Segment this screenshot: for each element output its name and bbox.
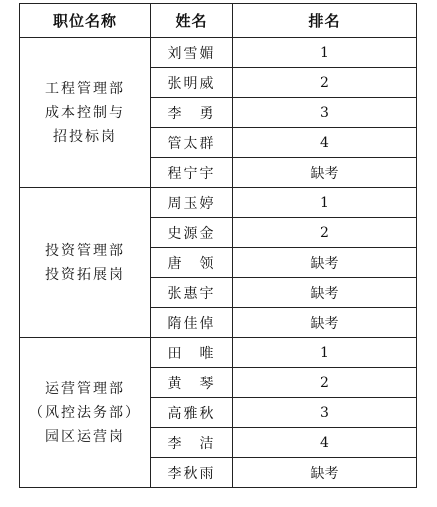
header-name: 姓名 <box>151 4 233 38</box>
rank-cell: 缺考 <box>233 278 417 308</box>
rank-cell: 4 <box>233 428 417 458</box>
results-table <box>19 3 417 488</box>
rank-cell: 1 <box>233 188 417 218</box>
position-cell <box>20 338 151 488</box>
rank-cell: 2 <box>233 368 417 398</box>
rank-cell: 缺考 <box>233 158 417 188</box>
rank-cell: 1 <box>233 38 417 68</box>
name-cell: 高雅秋 <box>151 398 233 428</box>
position-line: 成本控制与 <box>45 104 125 121</box>
rank-cell: 缺考 <box>233 248 417 278</box>
name-cell: 李秋雨 <box>151 458 233 488</box>
rank-cell: 缺考 <box>233 458 417 488</box>
rank-cell: 2 <box>233 218 417 248</box>
rank-cell: 4 <box>233 128 417 158</box>
name-cell: 史源金 <box>151 218 233 248</box>
position-line: 招投标岗 <box>53 128 117 145</box>
name-cell: 张惠宇 <box>151 278 233 308</box>
position-line: 运营管理部 <box>45 380 125 397</box>
table-row <box>20 188 417 218</box>
header-rank: 排名 <box>233 4 417 38</box>
rank-cell: 1 <box>233 338 417 368</box>
name-cell: 唐 领 <box>151 248 233 278</box>
position-cell <box>20 188 151 338</box>
table-row <box>20 38 417 68</box>
position-line: 工程管理部 <box>45 80 125 97</box>
name-cell: 隋佳倬 <box>151 308 233 338</box>
name-cell: 田 唯 <box>151 338 233 368</box>
header-position: 职位名称 <box>20 4 151 38</box>
position-cell <box>20 38 151 188</box>
rank-cell: 缺考 <box>233 308 417 338</box>
rank-cell: 3 <box>233 398 417 428</box>
header-row <box>20 4 417 38</box>
name-cell: 周玉婷 <box>151 188 233 218</box>
name-cell: 李 洁 <box>151 428 233 458</box>
name-cell: 管太群 <box>151 128 233 158</box>
name-cell: 黄 琴 <box>151 368 233 398</box>
position-line: 投资拓展岗 <box>45 266 125 283</box>
name-cell: 刘雪媚 <box>151 38 233 68</box>
name-cell: 程宁宇 <box>151 158 233 188</box>
name-cell: 张明威 <box>151 68 233 98</box>
rank-cell: 3 <box>233 98 417 128</box>
position-line: 园区运营岗 <box>45 428 125 445</box>
position-line: （风控法务部） <box>29 404 141 421</box>
position-line: 投资管理部 <box>45 242 125 259</box>
table-row <box>20 338 417 368</box>
rank-cell: 2 <box>233 68 417 98</box>
name-cell: 李 勇 <box>151 98 233 128</box>
